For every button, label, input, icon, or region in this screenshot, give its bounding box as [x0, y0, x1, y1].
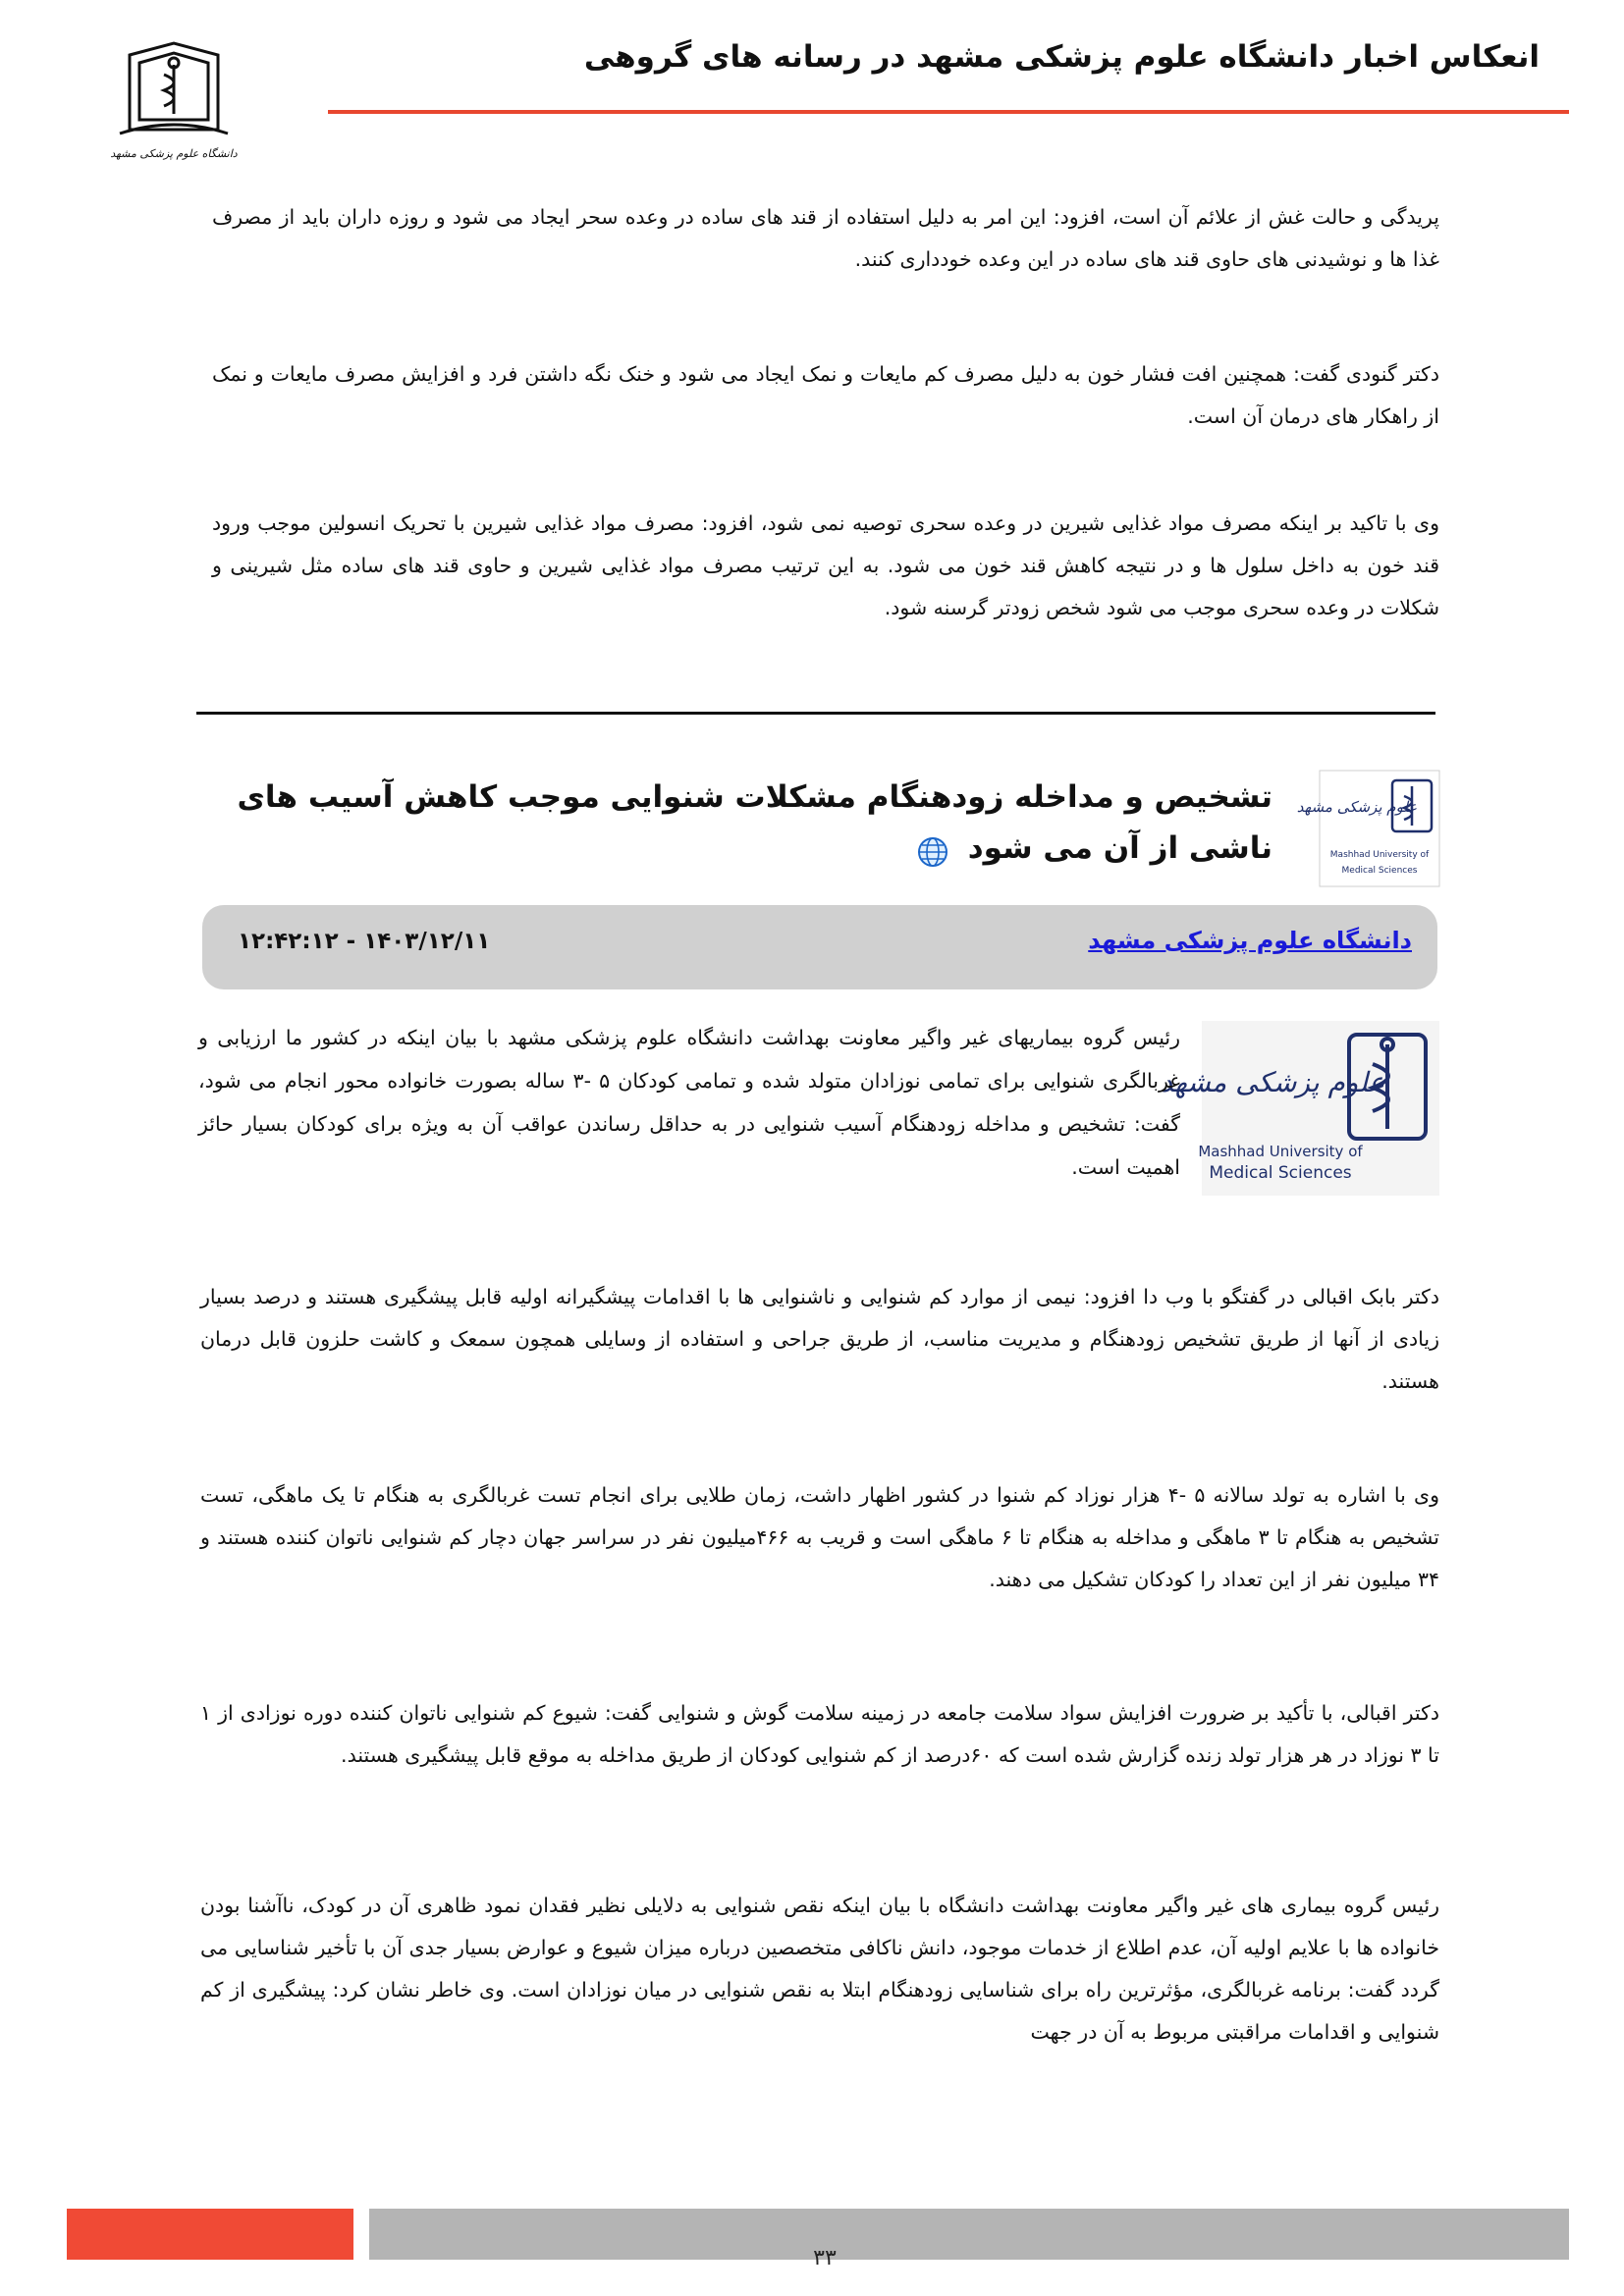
university-logo: [110, 35, 238, 165]
svg-text:Medical Sciences: Medical Sciences: [1341, 866, 1418, 876]
svg-text:Mashhad University of: Mashhad University of: [1329, 850, 1430, 860]
source-link[interactable]: دانشگاه علوم پزشکی مشهد: [1088, 927, 1412, 954]
article-datetime: ۱۴۰۳/۱۲/۱۱ - ۱۲:۴۲:۱۲: [238, 929, 491, 954]
svg-text:دانشگاه علوم پزشکی مشهد: دانشگاه علوم پزشکی مشهد: [110, 147, 238, 160]
paragraph: دکتر بابک اقبالی در گفتگو با وب دا افزود: نیمی از موارد کم شنوایی و ناشنوایی ها با اقدامات پیشگیرانه اولیه قابل پیشگیری هستند و درصد بسیار زیادی از آنها از طریق تشخیص زودهنگام و مدیریت مناسب، از طریق جراحی و استفاده از وسایلی همچون سمعک و کاشت حلزون قابل درمان هستند.: [200, 1285, 1439, 1393]
paragraph: وی با اشاره به تولد سالانه ۵ -۴ هزار نوزاد کم شنوا در کشور اظهار داشت، زمان طلایی برای انجام تست غربالگری به هنگام تا یک ماهگی، تست تشخیص به هنگام تا ۳ ماهگی و مداخله به هنگام تا ۶ ماهگی است و قریب به ۴۶۶میلیون نفر در سراسر جهان دچار کم شنوایی ناتوان کننده هستند و ۳۴ میلیون نفر از این تعداد را کودکان تشکیل می دهند.: [200, 1483, 1440, 1591]
header-divider: [328, 110, 1569, 114]
article-meta-bar: [202, 905, 1437, 989]
footer-accent-bar: [67, 2209, 353, 2260]
article-lead: رئیس گروه بیماریهای غیر واگیر معاونت بهداشت دانشگاه علوم پزشکی مشهد با بیان اینکه در کشور ما ارزیابی و غربالگری شنوایی برای تمامی نوزادان متولد شده و تمامی کودکان ۵ -۳ ساله بصورت خانواده محور انجام می شود، گفت: تشخیص و مداخله زودهنگام آسیب شنوایی در به حداقل رساندن عواقب آن به ویژه برای کودکان بسیار حائز اهمیت است.: [198, 1026, 1181, 1179]
paragraph: دکتر اقبالی، با تأکید بر ضرورت افزایش سواد سلامت جامعه در زمینه سلامت گوش و شنوایی گفت: شیوع کم شنوایی ناتوان کننده دوره نوزادی از ۱ تا ۳ نوزاد در هر هزار تولد زنده گزارش شده است که ۶۰درصد از کم شنوایی کودکان از طریق مداخله به موقع قابل پیشگیری هستند.: [200, 1701, 1439, 1767]
svg-text:Medical Sciences: Medical Sciences: [1209, 1163, 1352, 1183]
svg-text:Mashhad University of: Mashhad University of: [1198, 1143, 1363, 1160]
paragraph: رئیس گروه بیماری های غیر واگیر معاونت بهداشت دانشگاه با بیان اینکه نقص شنوایی به دلایلی نظیر فقدان نمود ظاهری آن در کودک، ناآشنا بودن خانواده ها با علایم اولیه آن، عدم اطلاع از خدمات موجود، دانش ناکافی متخصصین درباره میزان شیوع و عوارض بسیار جدی آن با تأخیر شناسایی می گردد گفت: برنامه غربالگری، مؤثرترین راه برای شناسایی زودهنگام ابتلا به نقص شنوایی در میان نوزادان است. وی خاطر نشان کرد: پیشگیری از کم شنوایی و اقدامات مراقبتی مربوط به آن در جهت: [200, 1894, 1439, 2044]
paragraph: وی با تاکید بر اینکه مصرف مواد غذایی شیرین در وعده سحری توصیه نمی شود، افزود: مصرف مواد غذایی شیرین با تحریک انسولین موجب ورود قند خون به داخل سلول ها و در نتیجه کاهش قند خون می شود. به این ترتیب مصرف مواد غذایی شیرین و حاوی قند های ساده مثل شیرینی و شکلات در وعده سحری موجب می شود شخص زودتر گرسنه شود.: [212, 511, 1439, 619]
footer-bar: [369, 2209, 1569, 2260]
paragraph: دکتر گنودی گفت: همچنین افت فشار خون به دلیل مصرف کم مایعات و نمک ایجاد می شود و خنک نگه داشتن فرد و افزایش مصرف مایعات و نمک از راهکار های درمان آن است.: [212, 362, 1439, 428]
header-title: انعکاس اخبار دانشگاه علوم پزشکی مشهد در رسانه های گروهی: [583, 39, 1540, 75]
lead-image-logo: [1160, 1021, 1439, 1196]
section-divider: [196, 712, 1435, 715]
svg-text:علوم پزشکی مشهد: علوم پزشکی مشهد: [1296, 798, 1418, 816]
paragraph: پریدگی و حالت غش از علائم آن است، افزود: این امر به دلیل استفاده از قند های ساده در وعده سحر ایجاد می شود و روزه داران باید از مصرف غذا ها و نوشیدنی های حاوی قند های ساده در این وعده خودداری کنند.: [212, 205, 1439, 271]
article-title-text: تشخیص و مداخله زودهنگام مشکلات شنوایی موجب کاهش آسیب های ناشی از آن می شود: [237, 779, 1272, 866]
article-title: [192, 772, 1272, 874]
svg-text:علوم پزشکی مشهد: علوم پزشکی مشهد: [1160, 1066, 1385, 1098]
page-number: ۳۳: [813, 2246, 837, 2270]
globe-icon[interactable]: [916, 833, 949, 867]
article-source-logo: [1296, 771, 1439, 886]
